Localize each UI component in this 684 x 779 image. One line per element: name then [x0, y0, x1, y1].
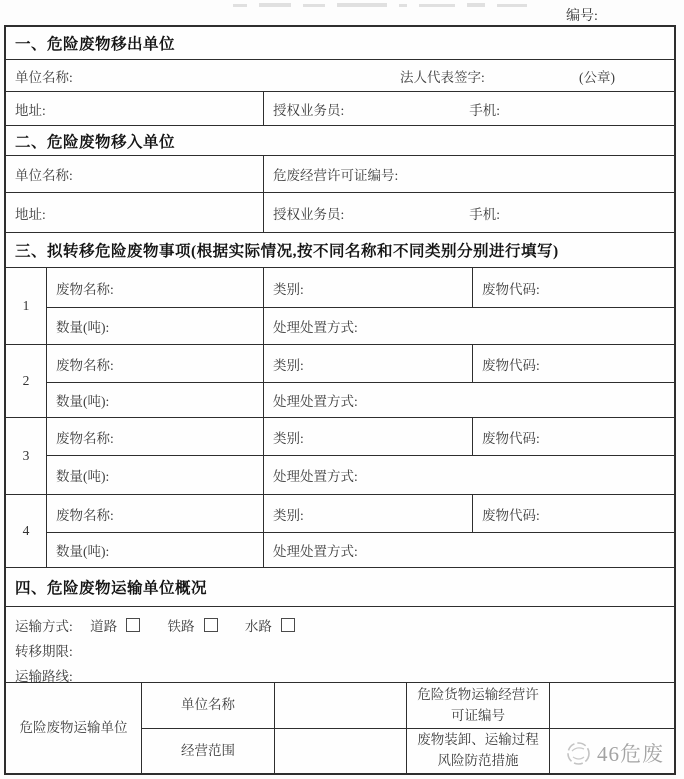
quantity-label: 数量(吨):: [56, 394, 110, 409]
business-scope-cell: [142, 729, 275, 773]
item-index: 2: [6, 345, 47, 417]
section4-header: 四、危险废物运输单位概况: [6, 567, 674, 606]
waste-name-label: 废物名称:: [56, 430, 114, 446]
section2-header: 二、危险废物移入单位: [6, 125, 674, 155]
quantity-label: 数量(吨):: [56, 320, 110, 335]
risk-measures-label: 废物装卸、运输过程风险防范措施: [417, 732, 539, 768]
mode-rail: [168, 619, 221, 634]
watermark-text: 46危废: [597, 742, 664, 766]
waste-code-cell: [473, 418, 674, 455]
waste-name-cell: [47, 345, 264, 382]
unit-name-label: 单位名称:: [15, 168, 73, 183]
waste-name-label: 废物名称:: [56, 281, 114, 297]
category-label: 类别:: [273, 281, 304, 297]
disposal-cell: [264, 456, 674, 494]
category-label: 类别:: [273, 430, 304, 446]
item-index: 4: [6, 495, 47, 567]
transfer-period-label: 转移期限:: [15, 644, 73, 659]
section2-address-row: [6, 192, 674, 232]
route-label: 运输路线:: [15, 669, 73, 684]
transport-unit-label: 危险废物运输单位: [19, 719, 128, 735]
quantity-cell: [47, 383, 264, 417]
waste-name-label: 废物名称:: [56, 507, 114, 523]
waste-code-label: 废物代码:: [482, 357, 540, 373]
phone-label: 手机:: [469, 206, 501, 222]
quantity-cell: [47, 308, 264, 344]
mode-water: [245, 619, 295, 634]
quantity-label: 数量(吨):: [56, 469, 110, 484]
unit-name-label: 单位名称: [181, 697, 235, 713]
section1-agent-cell: [264, 92, 674, 125]
waste-name-cell: [47, 268, 264, 307]
category-label: 类别:: [273, 357, 304, 373]
category-cell: [264, 418, 473, 455]
seal-label: (公章): [579, 69, 615, 85]
business-scope-value-cell: [275, 729, 407, 773]
doc-number-label: 编号:: [566, 9, 598, 24]
license-label: 危废经营许可证编号:: [273, 168, 399, 183]
mode-road-label: 道路: [90, 619, 118, 634]
waste-item-2: [6, 344, 674, 417]
transport-license-value-cell: [550, 683, 674, 728]
waste-code-cell: [473, 345, 674, 382]
transport-unit-cell: [6, 683, 142, 773]
disposal-label: 处理处置方式:: [273, 469, 358, 484]
watermark-logo-icon: [566, 741, 591, 766]
item-index: 1: [6, 268, 47, 344]
legal-rep-label: 法人代表签字:: [400, 69, 485, 85]
business-scope-label: 经营范围: [181, 742, 235, 758]
section3-header: 三、拟转移危险废物事项(根据实际情况,按不同名称和不同类别分别进行填写): [6, 232, 674, 267]
risk-measures-cell: [407, 729, 550, 773]
rail-checkbox[interactable]: [204, 618, 218, 632]
address-label: 地址:: [15, 102, 46, 118]
watermark: [566, 738, 664, 768]
disposal-label: 处理处置方式:: [273, 394, 358, 409]
address-label: 地址:: [15, 206, 46, 222]
transport-license-cell: [407, 683, 550, 728]
transport-mode-label: 运输方式:: [15, 619, 73, 634]
category-cell: [264, 268, 473, 307]
disposal-cell: [264, 533, 674, 567]
mode-water-label: 水路: [244, 619, 272, 634]
quantity-label: 数量(吨):: [56, 544, 110, 559]
waste-item-4: [6, 494, 674, 567]
disposal-cell: [264, 308, 674, 344]
transport-license-label: 危险货物运输经营许可证编号: [417, 686, 539, 723]
quantity-cell: [47, 533, 264, 567]
mode-road: [90, 619, 143, 634]
agent-label: 授权业务员:: [273, 206, 345, 222]
mode-rail-label: 铁路: [167, 619, 195, 634]
disposal-label: 处理处置方式:: [273, 320, 358, 335]
transport-mode-line: [15, 614, 674, 639]
category-cell: [264, 495, 473, 532]
transport-info-row: [6, 606, 674, 682]
section1-unit-cell: [6, 60, 674, 91]
unit-name-label: 单位名称:: [15, 69, 73, 85]
waste-name-label: 废物名称:: [56, 357, 114, 373]
section1-address-cell: [6, 92, 264, 125]
waste-item-3: [6, 417, 674, 494]
section2-unit-cell: [6, 156, 264, 192]
waste-name-cell: [47, 495, 264, 532]
waste-item-1: [6, 267, 674, 344]
category-label: 类别:: [273, 507, 304, 523]
section2-address-cell: [6, 193, 264, 232]
section2-unit-row: [6, 155, 674, 192]
waste-code-label: 废物代码:: [482, 507, 540, 523]
disposal-cell: [264, 383, 674, 417]
quantity-cell: [47, 456, 264, 494]
waste-name-cell: [47, 418, 264, 455]
category-cell: [264, 345, 473, 382]
road-checkbox[interactable]: [126, 618, 140, 632]
unit-name-value-cell: [275, 683, 407, 728]
waste-code-label: 废物代码:: [482, 430, 540, 446]
agent-label: 授权业务员:: [273, 102, 345, 118]
section1-header: 一、危险废物移出单位: [15, 36, 176, 53]
cropped-title-remnant: [233, 2, 527, 7]
disposal-label: 处理处置方式:: [273, 544, 358, 559]
section2-agent-cell: [264, 193, 674, 232]
phone-label: 手机:: [469, 102, 501, 118]
unit-name-header-cell: [142, 683, 275, 728]
section2-license-cell: [264, 156, 674, 192]
waste-code-cell: [473, 268, 674, 307]
hazardous-waste-transfer-form: [4, 25, 676, 775]
waste-code-label: 废物代码:: [482, 281, 540, 297]
transport-info-cell: [6, 607, 674, 682]
item-index: 3: [6, 418, 47, 494]
section1-address-row: [6, 91, 674, 125]
water-checkbox[interactable]: [281, 618, 295, 632]
section1-unit-row: [6, 59, 674, 91]
waste-code-cell: [473, 495, 674, 532]
